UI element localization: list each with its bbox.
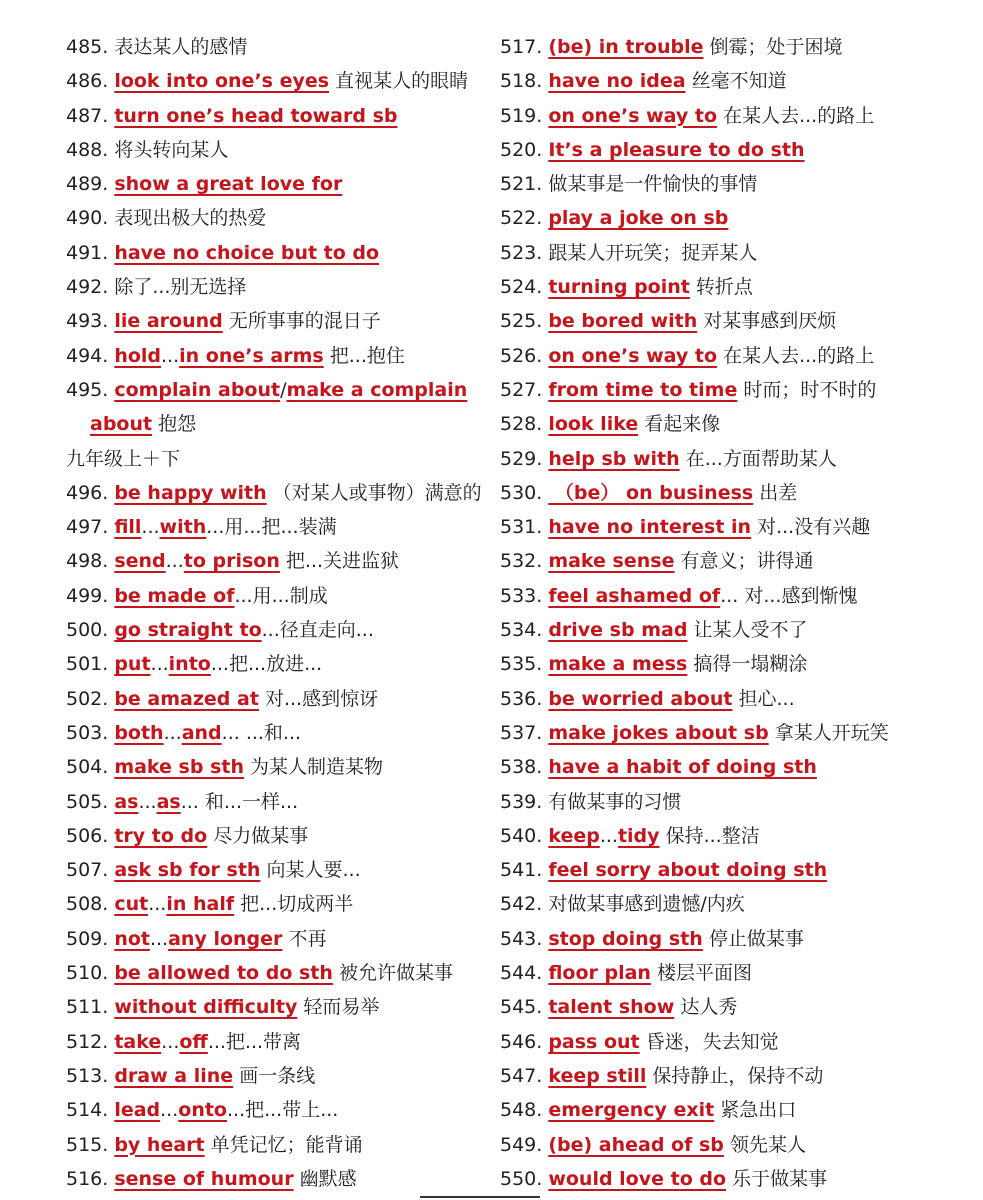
entry-number: 516. — [66, 1167, 109, 1190]
english-phrase: drive sb mad — [548, 619, 688, 642]
english-phrase: make a mess — [548, 653, 688, 676]
chinese-meaning: ... — [599, 824, 618, 847]
entry-number: 506. — [66, 824, 109, 847]
vocab-entry — [500, 1093, 970, 1127]
vocab-entry — [66, 682, 486, 716]
entry-number: 501. — [66, 653, 109, 676]
chinese-meaning: ... — [160, 1099, 179, 1122]
chinese-meaning: ... — [165, 550, 184, 573]
vocab-entry — [66, 339, 486, 373]
entry-number: 518. — [500, 70, 543, 93]
entry-number: 528. — [500, 413, 543, 436]
english-phrase: talent show — [548, 996, 675, 1019]
vocab-entry — [66, 64, 486, 98]
vocab-entry — [66, 922, 486, 956]
vocab-entry — [66, 1093, 486, 1127]
english-phrase: complain about — [114, 378, 281, 401]
entry-number: 524. — [500, 276, 543, 299]
chinese-meaning: 有做某事的习惯 — [548, 790, 682, 813]
chinese-meaning: 单凭记忆；能背诵 — [204, 1133, 363, 1156]
vocab-entry — [66, 373, 486, 407]
vocab-entry — [66, 819, 486, 853]
vocab-entry — [66, 990, 486, 1024]
entry-number: 547. — [500, 1064, 543, 1087]
english-phrase: tidy — [617, 824, 660, 847]
chinese-meaning: 做某事是一件愉快的事情 — [548, 173, 758, 196]
entry-number: 500. — [66, 619, 109, 642]
entry-number: 510. — [66, 962, 109, 985]
english-phrase: to prison — [183, 550, 280, 573]
chinese-meaning: 直视某人的眼睛 — [329, 70, 469, 93]
entry-number: 545. — [500, 996, 543, 1019]
vocab-entry — [500, 510, 970, 544]
english-phrase: look into one’s eyes — [114, 70, 330, 93]
entry-number: 486. — [66, 70, 109, 93]
chinese-meaning: 在某人去...的路上 — [717, 344, 875, 367]
vocab-entry — [500, 990, 970, 1024]
right-column — [500, 30, 970, 1196]
english-phrase: have no choice but to do — [114, 241, 380, 264]
chinese-meaning: 对...没有兴趣 — [751, 516, 871, 539]
chinese-meaning: 九年级上＋下 — [66, 447, 181, 470]
entry-number: 544. — [500, 962, 543, 985]
english-phrase: would love to do — [548, 1167, 727, 1190]
chinese-meaning: ... — [148, 893, 167, 916]
vocab-entry — [500, 956, 970, 990]
english-phrase: on one’s way to — [548, 104, 718, 127]
entry-number: 527. — [500, 378, 543, 401]
entry-number: 504. — [66, 756, 109, 779]
entry-number: 537. — [500, 721, 543, 744]
chinese-meaning: ... — [141, 516, 160, 539]
vocab-entry — [500, 270, 970, 304]
vocab-entry — [66, 201, 486, 235]
chinese-meaning: ...把...放进... — [210, 653, 323, 676]
english-phrase: on one’s way to — [548, 344, 718, 367]
english-phrase: not — [114, 927, 150, 950]
vocab-entry — [66, 1059, 486, 1093]
english-phrase: make a complain — [286, 378, 468, 401]
entry-number: 526. — [500, 344, 543, 367]
entry-number: 492. — [66, 276, 109, 299]
english-phrase: help sb with — [548, 447, 680, 470]
chinese-meaning: 时而；时不时的 — [737, 378, 877, 401]
entry-number: 503. — [66, 721, 109, 744]
chinese-meaning: 在...方面帮助某人 — [679, 447, 837, 470]
entry-number: 533. — [500, 584, 543, 607]
vocab-entry — [500, 201, 970, 235]
english-phrase: be made of — [114, 584, 235, 607]
chinese-meaning: ...用...把...装满 — [206, 516, 337, 539]
english-phrase: look like — [548, 413, 639, 436]
chinese-meaning: 幽默感 — [293, 1167, 357, 1190]
chinese-meaning: 达人秀 — [674, 996, 738, 1019]
entry-number: 498. — [66, 550, 109, 573]
chinese-meaning: 尽力做某事 — [207, 824, 309, 847]
english-phrase: into — [168, 653, 211, 676]
entry-number: 485. — [66, 36, 109, 58]
vocab-entry — [500, 30, 970, 64]
vocab-entry — [66, 887, 486, 921]
vocab-entry — [500, 853, 970, 887]
chinese-meaning: 丝毫不知道 — [685, 70, 787, 93]
vocab-entry — [66, 785, 486, 819]
entry-number: 535. — [500, 653, 543, 676]
vocab-entry — [66, 853, 486, 887]
left-column — [66, 30, 486, 1196]
entry-number: 507. — [66, 859, 109, 882]
english-phrase: both — [114, 721, 164, 744]
chinese-meaning: ... 和...一样... — [180, 790, 299, 813]
entry-number: 496. — [66, 481, 109, 504]
english-phrase: sense of humour — [114, 1167, 294, 1190]
vocab-entry — [500, 613, 970, 647]
vocab-entry — [66, 613, 486, 647]
vocab-entry — [500, 1162, 970, 1196]
chinese-meaning: 让某人受不了 — [687, 619, 808, 642]
entry-number: 487. — [66, 104, 109, 127]
english-phrase: take — [114, 1030, 162, 1053]
english-phrase: go straight to — [114, 619, 262, 642]
vocab-entry — [66, 579, 486, 613]
english-phrase: make sb sth — [114, 756, 245, 779]
chinese-meaning: ... — [161, 344, 180, 367]
english-phrase: have a habit of doing sth — [548, 756, 817, 779]
entry-number: 549. — [500, 1133, 543, 1156]
vocab-entry — [66, 544, 486, 578]
english-phrase: try to do — [114, 824, 208, 847]
chinese-meaning: 担心... — [732, 687, 795, 710]
chinese-meaning: 转折点 — [689, 276, 753, 299]
vocab-entry — [66, 99, 486, 133]
chinese-meaning: 在某人去...的路上 — [717, 104, 875, 127]
chinese-meaning: 出差 — [753, 481, 798, 504]
chinese-meaning: 有意义；讲得通 — [674, 550, 814, 573]
entry-number: 494. — [66, 344, 109, 367]
vocab-entry — [66, 270, 486, 304]
english-phrase: floor plan — [548, 962, 651, 985]
english-phrase: about — [90, 413, 153, 436]
entry-number: 489. — [66, 173, 109, 196]
chinese-meaning: 拿某人开玩笑 — [768, 721, 889, 744]
entry-number: 550. — [500, 1167, 543, 1190]
vocab-entry — [500, 304, 970, 338]
entry-number: 505. — [66, 790, 109, 813]
english-phrase: It’s a pleasure to do sth — [548, 138, 805, 161]
vocab-entry — [66, 236, 486, 270]
text-line — [66, 442, 486, 476]
chinese-meaning: ...径直走向... — [261, 619, 374, 642]
english-phrase: and — [181, 721, 222, 744]
english-phrase: send — [114, 550, 166, 573]
vocab-entry — [500, 579, 970, 613]
entry-number: 543. — [500, 927, 543, 950]
english-phrase: have no interest in — [548, 516, 752, 539]
chinese-meaning: 将头转向某人 — [114, 138, 229, 161]
chinese-meaning: 跟某人开玩笑；捉弄某人 — [548, 241, 758, 264]
english-phrase: ask sb for sth — [114, 859, 261, 882]
entry-number: 538. — [500, 756, 543, 779]
english-phrase: emergency exit — [548, 1099, 715, 1122]
vocab-entry — [500, 682, 970, 716]
vocab-entry — [66, 304, 486, 338]
english-phrase: play a joke on sb — [548, 207, 729, 230]
english-phrase: lie around — [114, 310, 223, 333]
vocab-entry — [500, 236, 970, 270]
entry-number: 532. — [500, 550, 543, 573]
english-phrase: pass out — [548, 1030, 640, 1053]
chinese-meaning: 表达某人的感情 — [114, 36, 248, 58]
english-phrase: (be) ahead of sb — [548, 1133, 724, 1156]
chinese-meaning: / — [280, 378, 287, 401]
entry-number: 546. — [500, 1030, 543, 1053]
english-phrase: off — [179, 1030, 208, 1053]
english-phrase: feel ashamed of — [548, 584, 721, 607]
entry-number: 495. — [66, 378, 109, 401]
vocab-entry — [500, 544, 970, 578]
english-phrase: show a great love for — [114, 173, 343, 196]
vocab-entry — [66, 30, 486, 64]
entry-number: 523. — [500, 241, 543, 264]
english-phrase: keep still — [548, 1064, 647, 1087]
chinese-meaning: 搞得一塌糊涂 — [687, 653, 808, 676]
chinese-meaning: 乐于做某事 — [726, 1167, 828, 1190]
english-phrase: fill — [114, 516, 142, 539]
english-phrase: feel sorry about doing sth — [548, 859, 828, 882]
vocab-entry — [500, 785, 970, 819]
chinese-meaning: 把...切成两半 — [234, 893, 354, 916]
entry-number: 499. — [66, 584, 109, 607]
english-phrase: have no idea — [548, 70, 686, 93]
chinese-meaning: ... 对...感到惭愧 — [720, 584, 858, 607]
entry-number: 540. — [500, 824, 543, 847]
english-phrase: (be) in trouble — [548, 36, 704, 58]
vocab-entry — [66, 716, 486, 750]
entry-number: 534. — [500, 619, 543, 642]
vocab-entry — [66, 647, 486, 681]
chinese-meaning: 无所事事的混日子 — [222, 310, 381, 333]
vocab-entry — [500, 64, 970, 98]
entry-number: 536. — [500, 687, 543, 710]
entry-number: 522. — [500, 207, 543, 230]
vocab-entry — [500, 133, 970, 167]
english-phrase: lead — [114, 1099, 161, 1122]
vocab-entry — [500, 819, 970, 853]
entry-number: 511. — [66, 996, 109, 1019]
vocab-entry — [66, 1128, 486, 1162]
entry-number: 514. — [66, 1099, 109, 1122]
chinese-meaning: ...用...制成 — [234, 584, 328, 607]
english-phrase: stop doing sth — [548, 927, 703, 950]
english-phrase: cut — [114, 893, 149, 916]
chinese-meaning: 不再 — [282, 927, 327, 950]
chinese-meaning: 对某事感到厌烦 — [697, 310, 837, 333]
chinese-meaning: 昏迷，失去知觉 — [639, 1030, 779, 1053]
english-phrase: onto — [178, 1099, 227, 1122]
english-phrase: in half — [166, 893, 235, 916]
vocab-entry — [500, 99, 970, 133]
chinese-meaning: 为某人制造某物 — [244, 756, 384, 779]
english-phrase: keep — [548, 824, 600, 847]
entry-number: 497. — [66, 516, 109, 539]
chinese-meaning: 抱怨 — [152, 413, 197, 436]
chinese-meaning: ...把...带上... — [226, 1099, 339, 1122]
chinese-meaning: 看起来像 — [638, 413, 721, 436]
entry-number: 512. — [66, 1030, 109, 1053]
entry-number: 548. — [500, 1099, 543, 1122]
english-phrase: on business — [626, 481, 754, 504]
english-phrase: without difficulty — [114, 996, 298, 1019]
entry-number: 493. — [66, 310, 109, 333]
entry-number: 519. — [500, 104, 543, 127]
english-phrase: （be） — [548, 481, 627, 504]
vocab-entry — [500, 1128, 970, 1162]
entry-number: 490. — [66, 207, 109, 230]
english-phrase: make sense — [548, 550, 675, 573]
vocab-entry — [66, 750, 486, 784]
chinese-meaning: ... — [161, 1030, 180, 1053]
entry-number: 542. — [500, 893, 543, 916]
entry-number: 541. — [500, 859, 543, 882]
chinese-meaning: 对...感到惊讶 — [258, 687, 379, 710]
entry-number: 509. — [66, 927, 109, 950]
vocab-entry — [500, 373, 970, 407]
chinese-meaning: 倒霉；处于困境 — [703, 36, 843, 58]
chinese-meaning: 停止做某事 — [702, 927, 804, 950]
chinese-meaning: 领先某人 — [723, 1133, 806, 1156]
english-phrase: be amazed at — [114, 687, 259, 710]
vocab-entry — [500, 716, 970, 750]
english-phrase: any longer — [168, 927, 283, 950]
bottom-divider — [420, 1196, 540, 1198]
chinese-meaning: 保持...整洁 — [659, 824, 760, 847]
english-phrase: draw a line — [114, 1064, 234, 1087]
english-phrase: put — [114, 653, 151, 676]
english-phrase: turn one’s head toward sb — [114, 104, 398, 127]
chinese-meaning: 被允许做某事 — [332, 962, 453, 985]
chinese-meaning: 紧急出口 — [714, 1099, 797, 1122]
english-phrase: be bored with — [548, 310, 698, 333]
chinese-meaning: 对做某事感到遗憾/内疚 — [548, 893, 745, 916]
chinese-meaning: 向某人要... — [260, 859, 361, 882]
vocab-entry — [500, 647, 970, 681]
vocab-entry — [500, 167, 970, 201]
chinese-meaning: ... — [163, 721, 182, 744]
entry-number: 521. — [500, 173, 543, 196]
chinese-meaning: ... — [138, 790, 157, 813]
english-phrase: be allowed to do sth — [114, 962, 333, 985]
english-phrase: with — [159, 516, 207, 539]
english-phrase: in one’s arms — [179, 344, 324, 367]
vocab-entry — [66, 476, 486, 510]
english-phrase: hold — [114, 344, 162, 367]
vocab-entry — [500, 750, 970, 784]
vocab-entry — [66, 167, 486, 201]
english-phrase: turning point — [548, 276, 690, 299]
entry-number: 530. — [500, 481, 543, 504]
chinese-meaning: 除了...别无选择 — [114, 276, 247, 299]
chinese-meaning: ... — [150, 653, 169, 676]
vocab-entry — [500, 442, 970, 476]
english-phrase: be worried about — [548, 687, 733, 710]
vocab-entry — [66, 1162, 486, 1196]
english-phrase: from time to time — [548, 378, 738, 401]
chinese-meaning: 楼层平面图 — [650, 962, 752, 985]
vocab-entry — [500, 1059, 970, 1093]
chinese-meaning: 把...关进监狱 — [279, 550, 400, 573]
entry-number: 539. — [500, 790, 543, 813]
entry-number: 515. — [66, 1133, 109, 1156]
vocab-entry — [500, 922, 970, 956]
entry-number: 502. — [66, 687, 109, 710]
entry-number: 525. — [500, 310, 543, 333]
entry-number: 508. — [66, 893, 109, 916]
vocab-entry — [500, 1025, 970, 1059]
vocab-entry — [66, 133, 486, 167]
chinese-meaning: ... — [149, 927, 169, 950]
english-phrase: make jokes about sb — [548, 721, 769, 744]
chinese-meaning: 把...抱住 — [323, 344, 405, 367]
english-phrase: as — [114, 790, 139, 813]
entry-number: 513. — [66, 1064, 109, 1087]
vocab-entry — [66, 956, 486, 990]
chinese-meaning: ...把...带离 — [207, 1030, 302, 1053]
entry-number: 531. — [500, 516, 543, 539]
english-phrase: by heart — [114, 1133, 205, 1156]
vocab-entry — [66, 510, 486, 544]
vocab-entry — [500, 339, 970, 373]
vocab-entry — [500, 887, 970, 921]
entry-number: 488. — [66, 138, 109, 161]
english-phrase: be happy with — [114, 481, 267, 504]
english-phrase: as — [156, 790, 181, 813]
chinese-meaning: 表现出极大的热爱 — [114, 207, 267, 230]
vocab-entry — [66, 1025, 486, 1059]
chinese-meaning: 轻而易举 — [297, 996, 380, 1019]
vocab-entry — [500, 407, 970, 441]
entry-number: 517. — [500, 36, 543, 58]
chinese-meaning: 保持静止，保持不动 — [646, 1064, 824, 1087]
chinese-meaning: （对某人或事物）满意的 — [266, 481, 482, 504]
vocab-entry — [500, 476, 970, 510]
entry-number: 520. — [500, 138, 543, 161]
chinese-meaning: ... ...和... — [221, 721, 302, 744]
text-line — [66, 407, 486, 441]
entry-number: 491. — [66, 241, 109, 264]
entry-number: 529. — [500, 447, 543, 470]
chinese-meaning: 画一条线 — [233, 1064, 316, 1087]
